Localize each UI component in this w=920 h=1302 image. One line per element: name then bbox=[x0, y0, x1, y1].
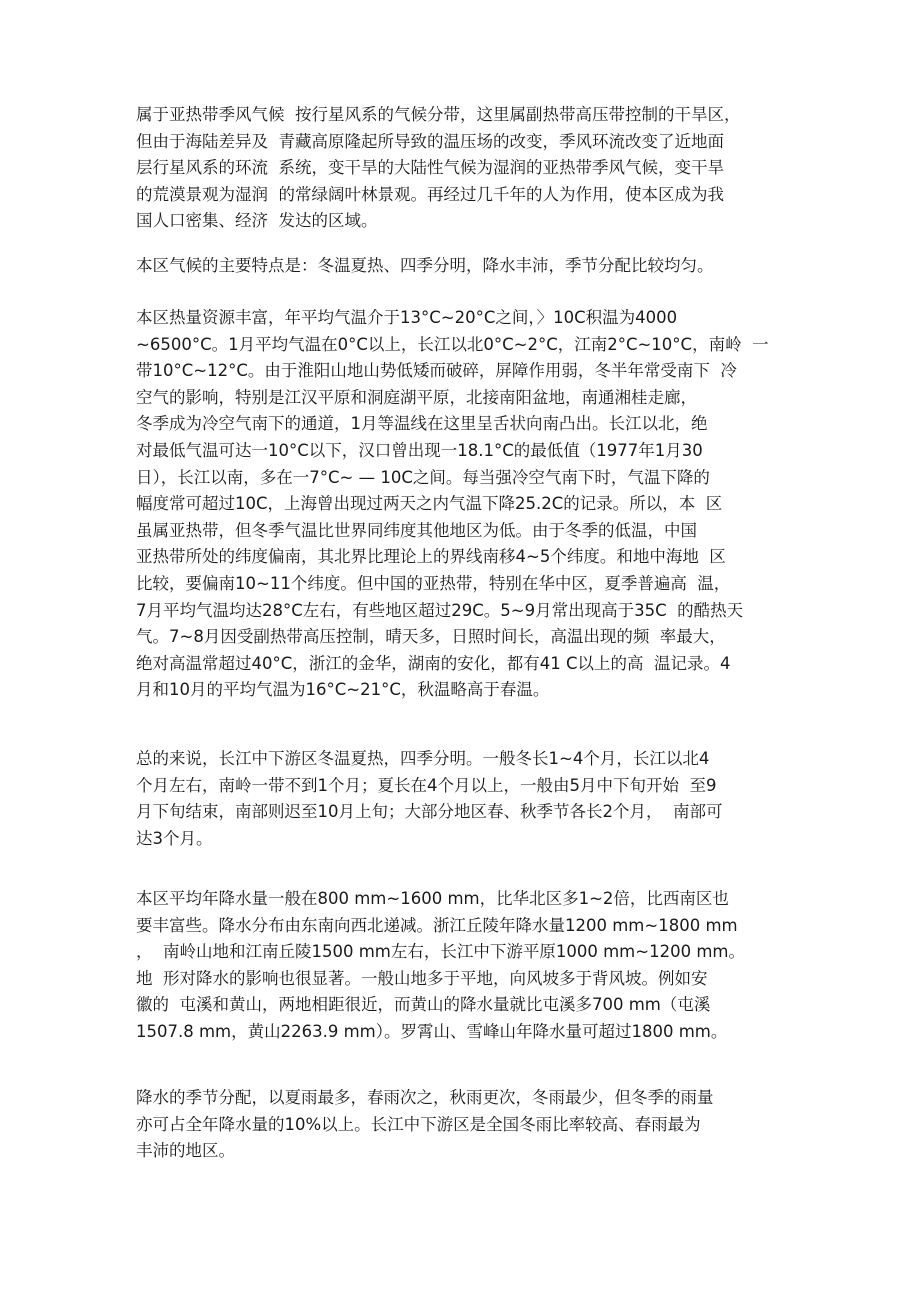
text-line: 地 形对降水的影响也很显著。一般山地多于平地，向风坡多于背风坡。例如安 bbox=[136, 968, 708, 988]
paragraph-4 bbox=[136, 746, 796, 852]
text-line: 月下旬结束，南部则迟至10月上旬；大部分地区春、秋季节各长2个月， 南部可 bbox=[136, 802, 723, 822]
text-line: 本区热量资源丰富，年平均气温介于13°C~20°C之间，〉10C积温为4000 bbox=[136, 308, 678, 327]
text-line: 本区平均年降水量一般在800 mm~1600 mm，比华北区多1~2倍，比西南区也 bbox=[136, 889, 729, 908]
text-line: 国人口密集、经济 发达的区域。 bbox=[136, 211, 378, 231]
text-line: 亚热带所处的纬度偏南，其北界比理论上的界线南移4~5个纬度。和地中海地 区 bbox=[136, 547, 726, 567]
text-line: ， 南岭山地和江南丘陵1500 mm左右，长江中下游平原1000 mm~1200 mm。 bbox=[136, 942, 745, 962]
text-line: 但由于海陆差异及 青藏高原隆起所导致的温压场的改变，季风环流改变了近地面 bbox=[136, 131, 724, 151]
text-line: ~6500°C。1月平均气温在0°C以上，长江以北0°C~2°C，江南2°C~10°C，南岭 一 bbox=[136, 334, 769, 354]
text-line: 7月平均气温均达28°C左右，有些地区超过29C。5~9月常出现高于35C 的酷热天 bbox=[136, 600, 744, 620]
text-line: 月和10月的平均气温为16°C~21°C，秋温略高于春温。 bbox=[136, 680, 550, 700]
text-line: 总的来说，长江中下游区冬温夏热，四季分明。一般冬长1~4个月，长江以北4 bbox=[136, 749, 710, 768]
paragraph-5 bbox=[136, 886, 796, 1046]
text-line: 降水的季节分配，以夏雨最多，春雨次之，秋雨更次，冬雨最少，但冬季的雨量 bbox=[136, 1088, 714, 1107]
text-line: 丰沛的地区。 bbox=[136, 1141, 235, 1161]
text-line: 比较，要偏南10~11个纬度。但中国的亚热带，特别在华中区，夏季普遍高 温， bbox=[136, 573, 731, 593]
paragraph-2 bbox=[136, 253, 796, 280]
paragraph-1 bbox=[136, 102, 796, 235]
text-line: 气。7~8月因受副热带高压控制，晴天多，日照时间长，高温出现的频 率最大， bbox=[136, 627, 726, 647]
text-line: 虽属亚热带，但冬季气温比世界同纬度其他地区为低。由于冬季的低温，中国 bbox=[136, 520, 697, 540]
text-line: 空气的影响，特别是江汉平原和洞庭湖平原，北接南阳盆地，南通湘桂走廊， bbox=[136, 387, 697, 407]
text-line: 亦可占全年降水量的10%以上。长江中下游区是全国冬雨比率较高、春雨最为 bbox=[136, 1114, 701, 1134]
paragraph-6 bbox=[136, 1085, 796, 1165]
text-line: 达3个月。 bbox=[136, 828, 213, 848]
text-line: 带10°C~12°C。由于淮阳山地山势低矮而破碎，屏障作用弱，冬半年常受南下 冷 bbox=[136, 361, 737, 381]
paragraph-3 bbox=[136, 305, 796, 704]
text-line: 个月左右，南岭一带不到1个月；夏长在4个月以上，一般由5月中下旬开始 至9 bbox=[136, 775, 717, 795]
text-line: 日），长江以南，多在一7°C~ — 10C之间。每当强冷空气南下时，气温下降的 bbox=[136, 467, 710, 487]
text-line: 本区气候的主要特点是：冬温夏热、四季分明，降水丰沛，季节分配比较均匀。 bbox=[136, 256, 714, 275]
text-line: 1507.8 mm，黄山2263.9 mm）。罗霄山、雪峰山年降水量可超过1800 mm。 bbox=[136, 1021, 728, 1041]
text-line: 的荒漠景观为湿润 的常绿阔叶林景观。再经过几千年的人为作用，使本区成为我 bbox=[136, 184, 724, 204]
text-line: 要丰富些。降水分布由东南向西北递减。浙江丘陵年降水量1200 mm~1800 mm bbox=[136, 915, 738, 935]
text-line: 绝对高温常超过40°C，浙江的金华，湖南的安化，都有41 C以上的高 温记录。4 bbox=[136, 653, 731, 673]
text-line: 徽的 屯溪和黄山，两地相距很近，而黄山的降水量就比屯溪多700 mm（屯溪 bbox=[136, 995, 711, 1015]
text-line: 属于亚热带季风气候 按行星风系的气候分带，这里属副热带高压带控制的干旱区， bbox=[136, 105, 741, 124]
text-line: 冬季成为冷空气南下的通道，1月等温线在这里呈舌状向南凸出。长江以北，绝 bbox=[136, 414, 708, 434]
text-line: 层行星风系的环流 系统，变干旱的大陆性气候为湿润的亚热带季风气候，变干旱 bbox=[136, 158, 724, 178]
text-line: 对最低气温可达一10°C以下，汉口曾出现一18.1°C的最低值（1977年1月30 bbox=[136, 440, 703, 460]
text-line: 幅度常可超过10C，上海曾出现过两天之内气温下降25.2C的记录。所以，本 区 bbox=[136, 494, 723, 514]
